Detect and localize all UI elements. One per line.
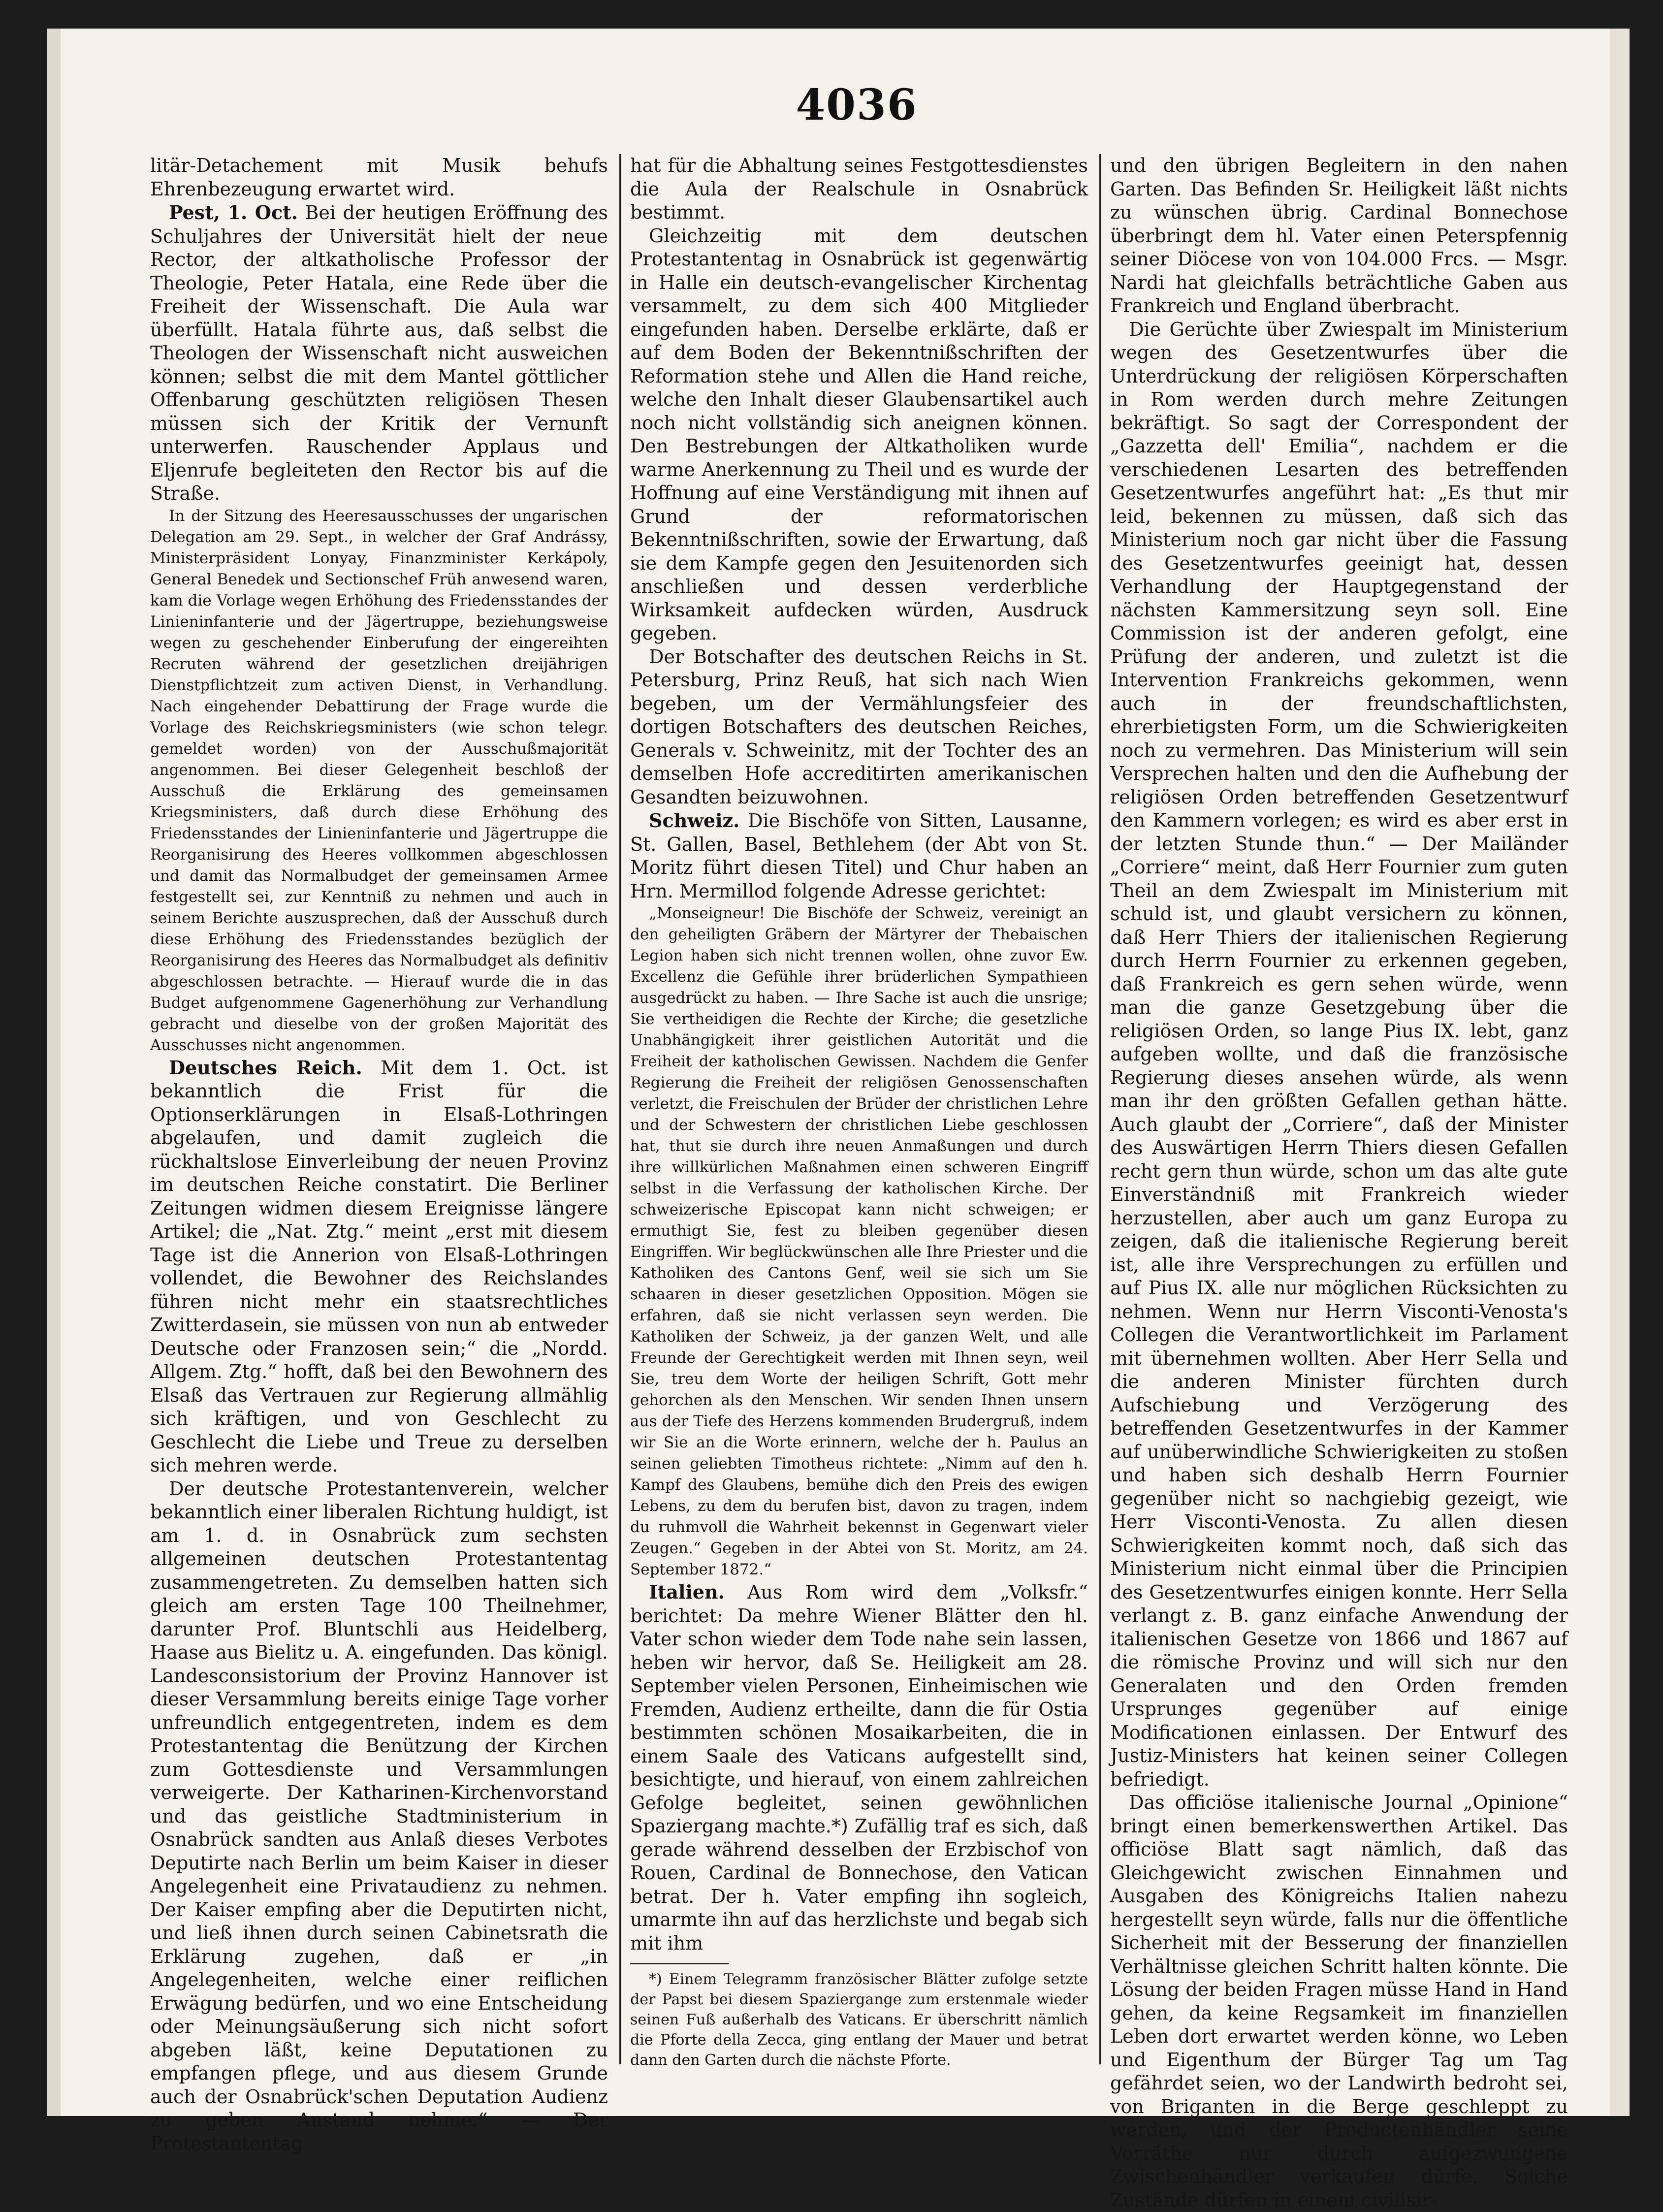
paragraph-text: Das officiöse italienische Journal „Opinione“ bringt einen bemerkenswerthen Artikel. Das officiöse Blatt sagt nämlich, daß das Gleichgewicht zwischen Einnahmen und Ausgaben des Königreichs Italien nahezu hergestellt seyn würde, falls nur die öffentliche Sicherheit mit der Besserung der finanziellen Verhältnisse gleichen Schritt halten könnte. Die Lösung der beiden Fragen müsse Hand in Hand gehen, da keine Regsamkeit im finanziellen Leben dort erwartet werden könne, wo Leben und Eigenthum der Bürger Tag um Tag gefährdet seien, wo der Landwirth bedroht sei, von Briganten in die Berge geschleppt zu werden, und der Productenhändler seine Vorräthe nur durch aufgezwungene Zwischenhändler verkaufen dürfe. Solche Zustände dürfen in einem civilisir- (1110, 1792, 1568, 2211)
paragraph-text: und den übrigen Begleitern in den nahen Garten. Das Befinden Sr. Heiligkeit läßt nichts zu wünschen übrig. Cardinal Bonnechose überbringt dem hl. Vater einen Peterspfennig seiner Diöcese von von 104.000 Frcs. — Msgr. Nardi hat gleichfalls beträchtliche Gaben aus Frankreich und England überbracht. (1110, 155, 1568, 317)
paragraph-text: Die Gerüchte über Zwiespalt im Ministerium wegen des Gesetzentwurfes über die Unterdrückung der religiösen Körperschaften in Rom werden durch mehre Zeitungen bekräftigt. So sagt der Correspondent der „Gazzetta dell' Emilia“, nachdem er die verschiedenen Lesarten des betreffenden Gesetzentwurfes angeführt hat: „Es thut mir leid, bekennen zu müssen, daß sich das Ministerium noch gar nicht über die Fassung des Gesetzentwurfes geeinigt hat, dessen Verhandlung der Hauptgegenstand der nächsten Kammersitzung seyn soll. Eine Commission ist der anderen gefolgt, eine Prüfung der anderen, und zuletzt ist die Intervention Frankreichs gekommen, wenn auch in der freundschaftlichsten, ehrerbietigsten Form, um die Schwierigkeiten noch zu vermehren. Das Ministerium will sein Versprechen halten und den die Aufhebung der religiösen Orden betreffenden Gesetzentwurf den Kammern vorlegen; es wird es aber erst in der letzten Stunde thun.“ — Der Mailänder „Corriere“ meint, daß Herr Fournier zum guten Theil an dem Zwiespalt im Ministerium mit schuld ist, und glaubt versichern zu können, daß Herr Thiers der italienischen Regierung durch Herrn Fournier zu erkennen gegeben, daß Frankreich es gern sehen würde, wenn man die ganze Gesetzgebung über die religiösen Orden, so lange Pius IX. lebt, ganz aufgeben wollte, und daß die französische Regierung dieses ansehen würde, als wenn man ihr den größten Gefallen gethan hätte. Auch glaubt der „Corriere“, daß der Minister des Auswärtigen Herrn Thiers diesen Gefallen recht gern thun würde, schon um das alte gute Einverständniß mit Frankreich wieder herzustellen, aber auch um ganz Europa zu zeigen, daß die italienische Regierung bereit ist, alle ihre Versprechungen zu erfüllen und auf Pius IX. alle nur möglichen Rücksichten zu nehmen. Wenn nur Herrn Visconti-Venosta's Collegen die Verantwortlichkeit im Parlament mit übernehmen wollten. Aber Herr Sella und die anderen Minister fürchten durch Aufschiebung und Verzögerung des betreffenden Gesetzentwurfes in der Kammer auf unüberwindliche Schwierigkeiten zu stoßen und haben sich deshalb Herrn Fournier gegenüber nicht so nachgiebig gezeigt, wie Herr Visconti-Venosta. Zu allen diesen Schwierigkeiten kommt noch, daß sich das Ministerium nicht einmal über die Principien des Gesetzentwurfes einigen konnte. Herr Sella verlangt z. B. ganz einfache Anwendung der italienischen Gesetze von 1866 und 1867 auf die römische Provinz und will sich nur den Generalaten und den Orden fremden Ursprunges gegenüber auf einige Modificationen einlassen. Der Entwurf des Justiz-Ministers hat keinen seiner Collegen befriedigt. (1110, 318, 1568, 1790)
paragraph-text: Die Bischöfe von Sitten, Lausanne, St. Gallen, Basel, Bethlehem (der Abt von St. Moritz führt diesen Titel) und Chur haben an Hrn. Mermillod folgende Adresse gerichtet: (630, 810, 1088, 902)
article-paragraph (150, 506, 608, 1056)
paragraph-text: litär-Detachement mit Musik behufs Ehrenbezeugung erwartet wird. (150, 155, 608, 200)
article-paragraph (150, 201, 608, 506)
column-divider (1099, 154, 1101, 2064)
column-3 (1110, 154, 1568, 2211)
paragraph-text: hat für die Abhaltung seines Festgottesdienstes die Aula der Realschule in Osnabrück bestimmt. (630, 155, 1088, 223)
section-heading: Italien. (649, 1581, 725, 1603)
newspaper-page (47, 29, 1630, 2211)
page-number: 4036 (796, 80, 918, 130)
article-paragraph (630, 1580, 1088, 1955)
page-edge-right (1610, 29, 1630, 2116)
article-paragraph (630, 809, 1088, 903)
article-paragraph (1110, 1791, 1568, 2212)
article-paragraph (150, 1477, 608, 2156)
section-heading: Deutsches Reich. (169, 1056, 362, 1079)
paragraph-text: Der deutsche Protestantenverein, welcher bekanntlich einer liberalen Richtung huldigt, ist am 1. d. in Osnabrück zum sechsten allgemeinen deutschen Protestantentag zusammengetreten. Zu demselben hatten sich gleich am ersten Tage 100 Theilnehmer, darunter Prof. Bluntschli aus Heidelberg, Haase aus Bielitz u. A. eingefunden. Das königl. Landesconsistorium der Provinz Hannover ist dieser Versammlung bereits einige Tage vorher unfreundlich entgegentreten, indem es dem Protestantentag die Benützung der Kirchen zum Gottesdienste und Versammlungen verweigerte. Der Katharinen-Kirchenvorstand und das geistliche Stadtministerium in Osnabrück sandten aus Anlaß dieses Verbotes Deputirte nach Berlin um beim Kaiser in dieser Angelegenheit eine Privataudienz zu nehmen. Der Kaiser empfing aber die Deputirten nicht, und ließ ihnen durch seinen Cabinetsrath die Erklärung zugehen, daß er „in Angelegenheiten, welche einer reiflichen Erwägung bedürfen, und wo eine Entscheidung oder Meinungsäußerung sich nicht sofort abgeben läßt, keine Deputationen zu empfangen pflege, und aus diesem Grunde auch der Osnabrück'schen Deputation Audienz zu geben Anstand nehme.“ — Der Protestantentag (150, 1477, 608, 2154)
article-paragraph (630, 645, 1088, 809)
article-paragraph (150, 1056, 608, 1477)
article-paragraph (150, 154, 608, 201)
paragraph-text: In der Sitzung des Heeresausschusses der ungarischen Delegation am 29. Sept., in welcher der Graf Andrássy, Ministerpräsident Lonyay, Finanzminister Kerkápoly, General Benedek und Sectionschef Früh anwesend waren, kam die Vorlage wegen Erhöhung des Friedensstandes der Linieninfanterie und der Jägertruppe, beziehungsweise wegen zu geschehender Einberufung der eingereihten Recruten während der gesetzlichen dreijährigen Dienstpflichtzeit zum activen Dienst, in Verhandlung. Nach eingehender Debattirung der Frage wurde die Vorlage des Reichskriegsministers (wie schon telegr. gemeldet worden) von der Ausschußmajorität angenommen. Bei dieser Gelegenheit beschloß der Ausschuß die Erklärung des gemeinsamen Kriegsministers, daß durch diese Erhöhung des Friedensstandes der Linieninfanterie und Jägertruppe die Reorganisirung des Heeres vollkommen abgeschlossen und damit das Normalbudget der gemeinsamen Armee festgestellt sei, zur Kenntniß zu nehmen und auch in seinem Berichte auszusprechen, daß der Ausschuß durch diese Erhöhung des Friedensstandes bezüglich der Reorganisirung des Heeres das Normalbudget als definitiv abgeschlossen betrachte. — Hierauf wurde die in das Budget aufgenommene Gagenerhöhung zur Verhandlung gebracht und dieselbe von der großen Majorität des Ausschusses nicht angenommen. (150, 507, 608, 1054)
paragraph-text: „Monseigneur! Die Bischöfe der Schweiz, vereinigt an den geheiligten Gräbern der Märtyrer der Thebaischen Legion haben sich nicht trennen wollen, ohne zuvor Ew. Excellenz die Gefühle ihrer brüderlichen Sympathieen ausgedrückt zu haben. — Ihre Sache ist auch die unsrige; Sie vertheidigen die Rechte der Kirche; die gesetzliche Unabhängigkeit ihrer geistlichen Autorität und die Freiheit der katholischen Gewissen. Nachdem die Genfer Regierung die Freiheit der religiösen Genossenschaften verletzt, die Freischulen der Brüder der christlichen Lehre und der Schwestern der christlichen Liebe geschlossen hat, thut sie durch ihre neuen Anmaßungen und durch ihre willkürlichen Maßnahmen einen schweren Eingriff selbst in die Verfassung der katholischen Kirche. Der schweizerische Episcopat kann nicht schweigen; er ermuthigt Sie, fest zu bleiben gegenüber diesen Eingriffen. Wir beglückwünschen alle Ihre Priester und die Katholiken des Cantons Genf, weil sie sich um Sie schaaren in dieser gesetzlichen Opposition. Mögen sie erfahren, daß sie nicht verlassen seyn werden. Die Katholiken der Schweiz, ja der ganzen Welt, und alle Freunde der Gerechtigkeit werden mit Ihnen seyn, weil Sie, treu dem Worte der heiligen Schrift, Gott mehr gehorchen als den Menschen. Wir senden Ihnen unsern aus der Tiefe des Herzens kommenden Brudergruß, indem wir Sie an die Worte erinnern, welche der h. Paulus an seinen geliebten Timotheus richtete: „Nimm auf den h. Kampf des Glaubens, bemühe dich den Preis des ewigen Lebens, zu dem du berufen bist, davon zu tragen, indem du ruhmvoll die Wahrheit bekennst in Gegenwart vieler Zeugen.“ Gegeben in der Abtei von St. Moritz, am 24. September 1872.“ (630, 904, 1088, 1578)
article-paragraph (630, 154, 1088, 224)
footnote-rule (630, 1963, 729, 1964)
footnote: *) Einem Telegramm französischer Blätter zufolge setzte der Papst bei diesem Spaziergange zum erstenmale wieder seinen Fuß außerhalb des Vaticans. Er überschritt nämlich die Pforte della Zecca, ging entlang der Mauer und betrat dann den Garten durch die nächste Pforte. (630, 1971, 1088, 2069)
section-heading: Schweiz. (649, 809, 740, 832)
paragraph-text: Der Botschafter des deutschen Reichs in St. Petersburg, Prinz Reuß, hat sich nach Wien begeben, um der Vermählungsfeier des dortigen Botschafters des deutschen Reiches, Generals v. Schweinitz, mit der Tochter des an demselben Hofe accreditirten amerikanischen Gesandten beizuwohnen. (630, 645, 1088, 808)
article-paragraph (1110, 154, 1568, 318)
page-edge-shadow (47, 29, 61, 2116)
article-paragraph (630, 903, 1088, 1580)
column-1 (150, 154, 608, 2154)
column-divider (619, 154, 621, 2064)
paragraph-text: Bei der heutigen Eröffnung des Schuljahres der Universität hielt der neue Rector, der altkatholische Professor der Theologie, Peter Hatala, eine Rede über die Freiheit der Wissenschaft. Die Aula war überfüllt. Hatala führte aus, daß selbst die Theologen der Wissenschaft nicht ausweichen können; selbst die mit dem Mantel göttlicher Offenbarung geschützten religiösen Thesen müssen sich der Kritik der Vernunft unterwerfen. Rauschender Applaus und Eljenrufe begleiteten den Rector bis auf die Straße. (150, 202, 608, 504)
paragraph-text: Gleichzeitig mit dem deutschen Protestantentag in Osnabrück ist gegenwärtig in Halle ein deutsch-evangelischer Kirchentag versammelt, zu dem sich 400 Mitglieder eingefunden haben. Derselbe erklärte, daß er auf dem Boden der Bekenntnißschriften der Reformation stehe und Allen die Hand reiche, welche den Inhalt dieser Glaubensartikel auch noch nicht vollständig sich aneignen können. Den Bestrebungen der Altkatholiken wurde warme Anerkennung zu Theil und es wurde der Hoffnung auf eine Verständigung mit ihnen auf Grund der reformatorischen Bekenntnißschriften, sowie der Erwartung, daß sie dem Kampfe gegen den Jesuitenorden sich anschließen und dessen verderbliche Wirksamkeit aufdecken würden, Ausdruck gegeben. (630, 224, 1088, 644)
paragraph-text: Aus Rom wird dem „Volksfr.“ berichtet: Da mehre Wiener Blätter den hl. Vater schon wieder dem Tode nahe sein lassen, heben wir hervor, daß Se. Heiligkeit am 28. September vielen Personen, Einheimischen wie Fremden, Audienz ertheilte, dann die für Ostia bestimmten schönen Mosaikarbeiten, die in einem Saale des Vaticans aufgestellt sind, besichtigte, und hierauf, von einem zahlreichen Gefolge begleitet, seinen gewöhnlichen Spaziergang machte.*) Zufällig traf es sich, daß gerade während desselben der Erzbischof von Rouen, Cardinal de Bonnechose, den Vatican betrat. Der h. Vater empfing ihn sogleich, umarmte ihn auf das herzlichste und begab sich mit ihm (630, 1581, 1088, 1954)
article-paragraph (630, 224, 1088, 645)
column-2 (630, 154, 1088, 2074)
section-heading: Pest, 1. Oct. (169, 201, 298, 224)
article-paragraph (1110, 318, 1568, 1792)
paragraph-text: Mit dem 1. Oct. ist bekanntlich die Frist für die Optionserklärungen in Elsaß-Lothringen abgelaufen, und damit zugleich die rückhaltslose Einverleibung der neuen Provinz im deutschen Reiche constatirt. Die Berliner Zeitungen widmen diesem Ereignisse längere Artikel; die „Nat. Ztg.“ meint „erst mit diesem Tage ist die Annerion von Elsaß-Lothringen vollendet, die Bewohner des Reichslandes führen nicht mehr ein staatsrechtliches Zwitterdasein, sie müssen von nun ab entweder Deutsche oder Franzosen sein;“ die „Nordd. Allgem. Ztg.“ hofft, daß bei den Bewohnern des Elsaß das Vertrauen zur Regierung allmählig sich kräftigen, und von Geschlecht zu Geschlecht die Liebe und Treue zu derselben sich mehren werde. (150, 1057, 608, 1476)
